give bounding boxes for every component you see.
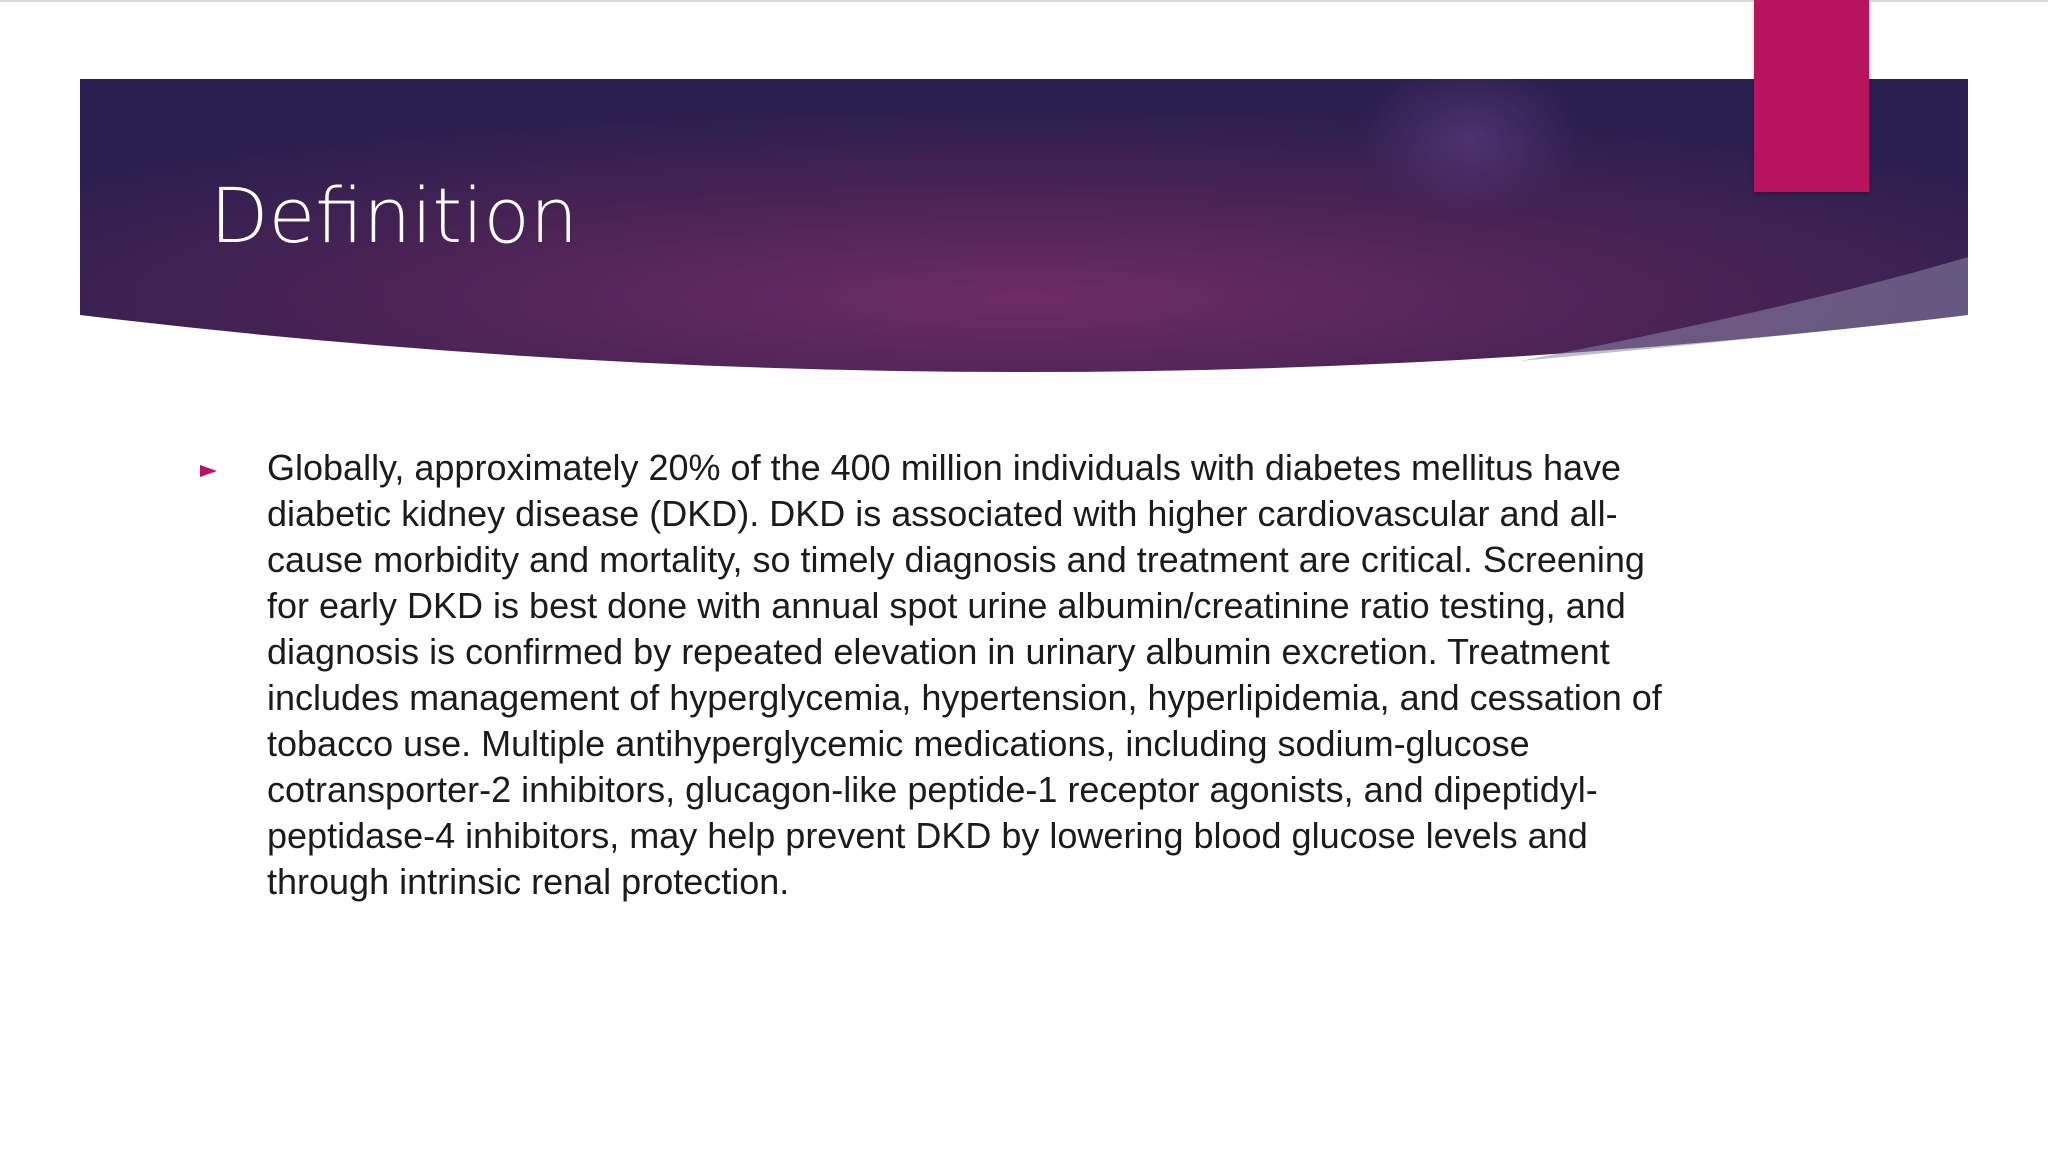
right-pointer-icon	[200, 465, 217, 477]
accent-tab	[1754, 0, 1869, 192]
bullet-text: Globally, approximately 20% of the 400 million individuals with diabetes mellitus have diabetic kidney disease (DKD). DKD is associated with higher cardiovascular and all-cause morbidity and mortality, so timely diagnosis and treatment are critical. Screening for early DKD is best done with annual spot urine albumin/creatinine ratio testing, and diagnosis is confirmed by repeated elevation in urinary albumin excretion. Treatment includes management of hyperglycemia, hypertension, hyperlipidemia, and cessation of tobacco use. Multiple antihyperglycemic medications, including sodium-glucose cotransporter-2 inhibitors, glucagon-like peptide-1 receptor agonists, and dipeptidyl-peptidase-4 inhibitors, may help prevent DKD by lowering blood glucose levels and through intrinsic renal protection.	[267, 447, 1662, 902]
top-divider	[0, 0, 2048, 2]
slide-title: Definition	[210, 171, 579, 260]
bullet-item	[200, 445, 1680, 905]
slide-content	[200, 445, 1680, 905]
